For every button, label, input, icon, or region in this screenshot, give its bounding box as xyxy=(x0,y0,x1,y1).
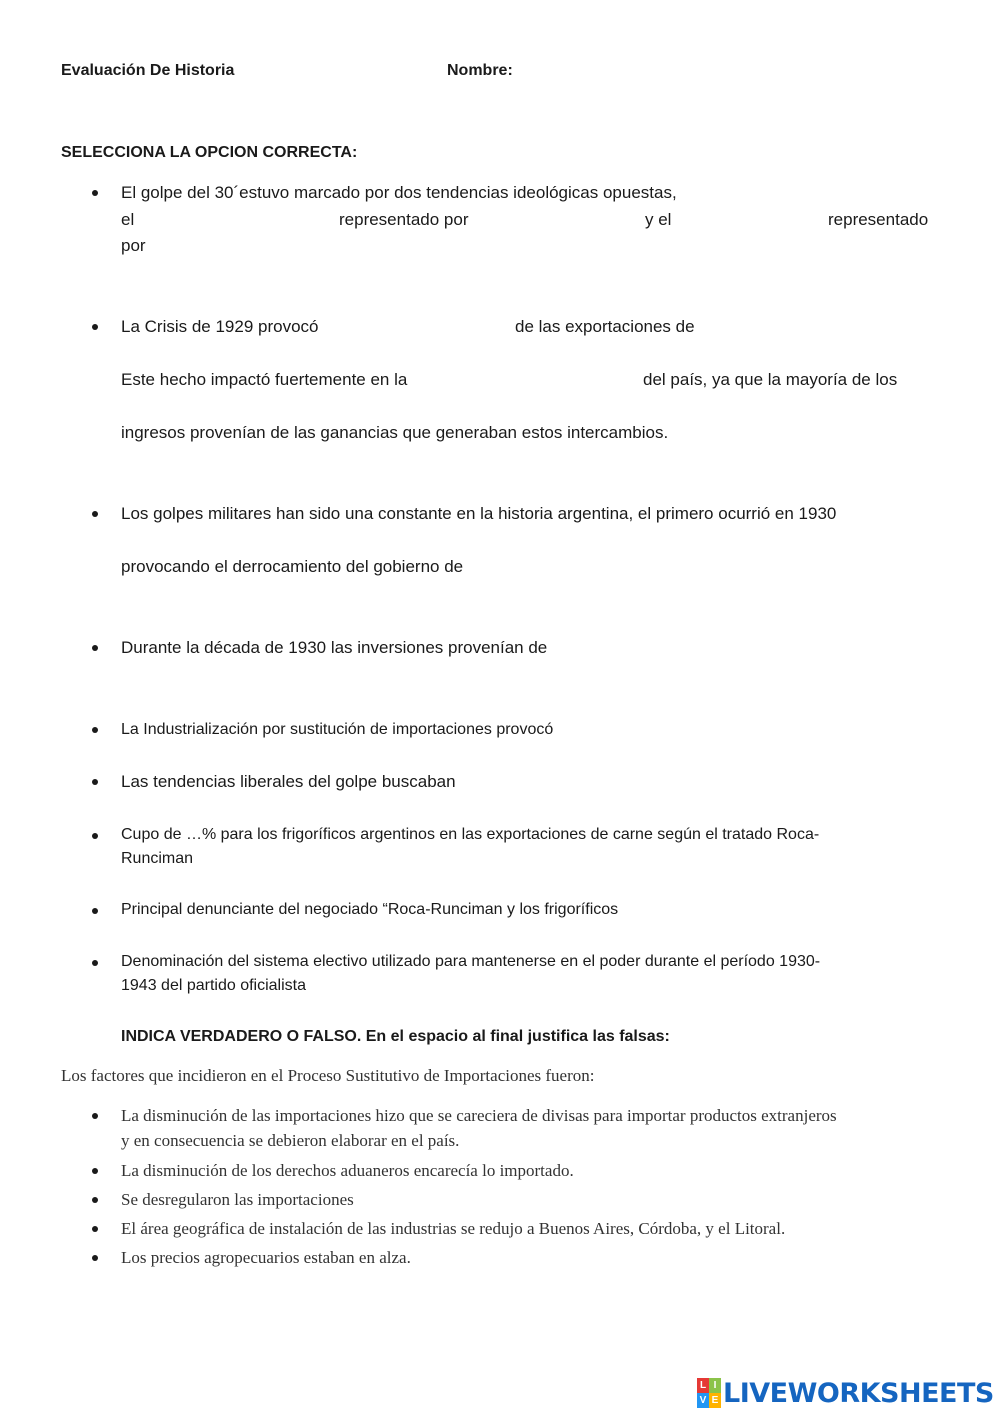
name-label: Nombre: xyxy=(447,62,513,79)
bullet xyxy=(92,727,98,733)
q9-line2: 1943 del partido oficialista xyxy=(121,977,307,994)
q7-line2: Runciman xyxy=(121,850,194,867)
bullet xyxy=(92,645,98,651)
q4-text: Durante la década de 1930 las inversiones provenían de xyxy=(121,638,548,657)
q1-represented-by: representado por xyxy=(339,210,469,229)
q2-line2a: Este hecho impactó fuertemente en la xyxy=(121,370,408,389)
bullet xyxy=(92,1226,98,1232)
bullet xyxy=(92,511,98,517)
q1-represented: representado xyxy=(828,210,929,229)
bullet xyxy=(92,779,98,785)
tf-item-3: Se desregularon las importaciones xyxy=(121,1190,354,1209)
tf-item-1-line1: La disminución de las importaciones hizo que se careciera de divisas para importar productos extranjeros xyxy=(121,1106,837,1125)
q1-y-el: y el xyxy=(645,210,672,229)
q3-line2: provocando el derrocamiento del gobierno de xyxy=(121,557,464,576)
bullet xyxy=(92,960,98,966)
bullet xyxy=(92,908,98,914)
logo-mark-icon: L I V E xyxy=(697,1378,721,1408)
q1-el: el xyxy=(121,210,135,229)
section2-intro: Los factores que incidieron en el Proceso Sustitutivo de Importaciones fueron: xyxy=(61,1066,595,1085)
tf-item-4: El área geográfica de instalación de las industrias se redujo a Buenos Aires, Córdoba, y el Litoral. xyxy=(121,1219,786,1238)
tf-item-2: La disminución de los derechos aduaneros encarecía lo importado. xyxy=(121,1161,574,1180)
logo-text: LIVEWORKSHEETS xyxy=(723,1377,994,1409)
bullet xyxy=(92,190,98,196)
section-heading-select: SELECCIONA LA OPCION CORRECTA: xyxy=(61,144,358,161)
q6-text: Las tendencias liberales del golpe buscaban xyxy=(121,772,456,791)
page-title: Evaluación De Historia xyxy=(61,62,235,79)
q3-line1: Los golpes militares han sido una constante en la historia argentina, el primero ocurrió en 1930 xyxy=(121,504,837,523)
tf-item-1-line2: y en consecuencia se debieron elaborar en el país. xyxy=(121,1131,460,1150)
bullet xyxy=(92,833,98,839)
q9-line1: Denominación del sistema electivo utilizado para mantenerse en el poder durante el período 1930- xyxy=(121,953,821,970)
bullet xyxy=(92,1113,98,1119)
tf-item-5: Los precios agropecuarios estaban en alza. xyxy=(121,1248,411,1267)
liveworksheets-logo xyxy=(697,1376,994,1410)
bullet xyxy=(92,1255,98,1261)
q1-line1: El golpe del 30´estuvo marcado por dos tendencias ideológicas opuestas, xyxy=(121,183,677,202)
q2-line3: ingresos provenían de las ganancias que generaban estos intercambios. xyxy=(121,423,669,442)
q2-part2: de las exportaciones de xyxy=(515,317,695,336)
q5-text: La Industrialización por sustitución de importaciones provocó xyxy=(121,721,554,738)
q2-part1: La Crisis de 1929 provocó xyxy=(121,317,319,336)
q2-line2b: del país, ya que la mayoría de los xyxy=(643,370,898,389)
bullet xyxy=(92,324,98,330)
section-heading-true-false: INDICA VERDADERO O FALSO. En el espacio al final justifica las falsas: xyxy=(121,1028,670,1045)
q8-text: Principal denunciante del negociado “Roca-Runciman y los frigoríficos xyxy=(121,901,619,918)
bullet xyxy=(92,1168,98,1174)
bullet xyxy=(92,1197,98,1203)
q7-line1: Cupo de …% para los frigoríficos argentinos en las exportaciones de carne según el tratado Roca- xyxy=(121,826,820,843)
q1-por: por xyxy=(121,236,146,255)
